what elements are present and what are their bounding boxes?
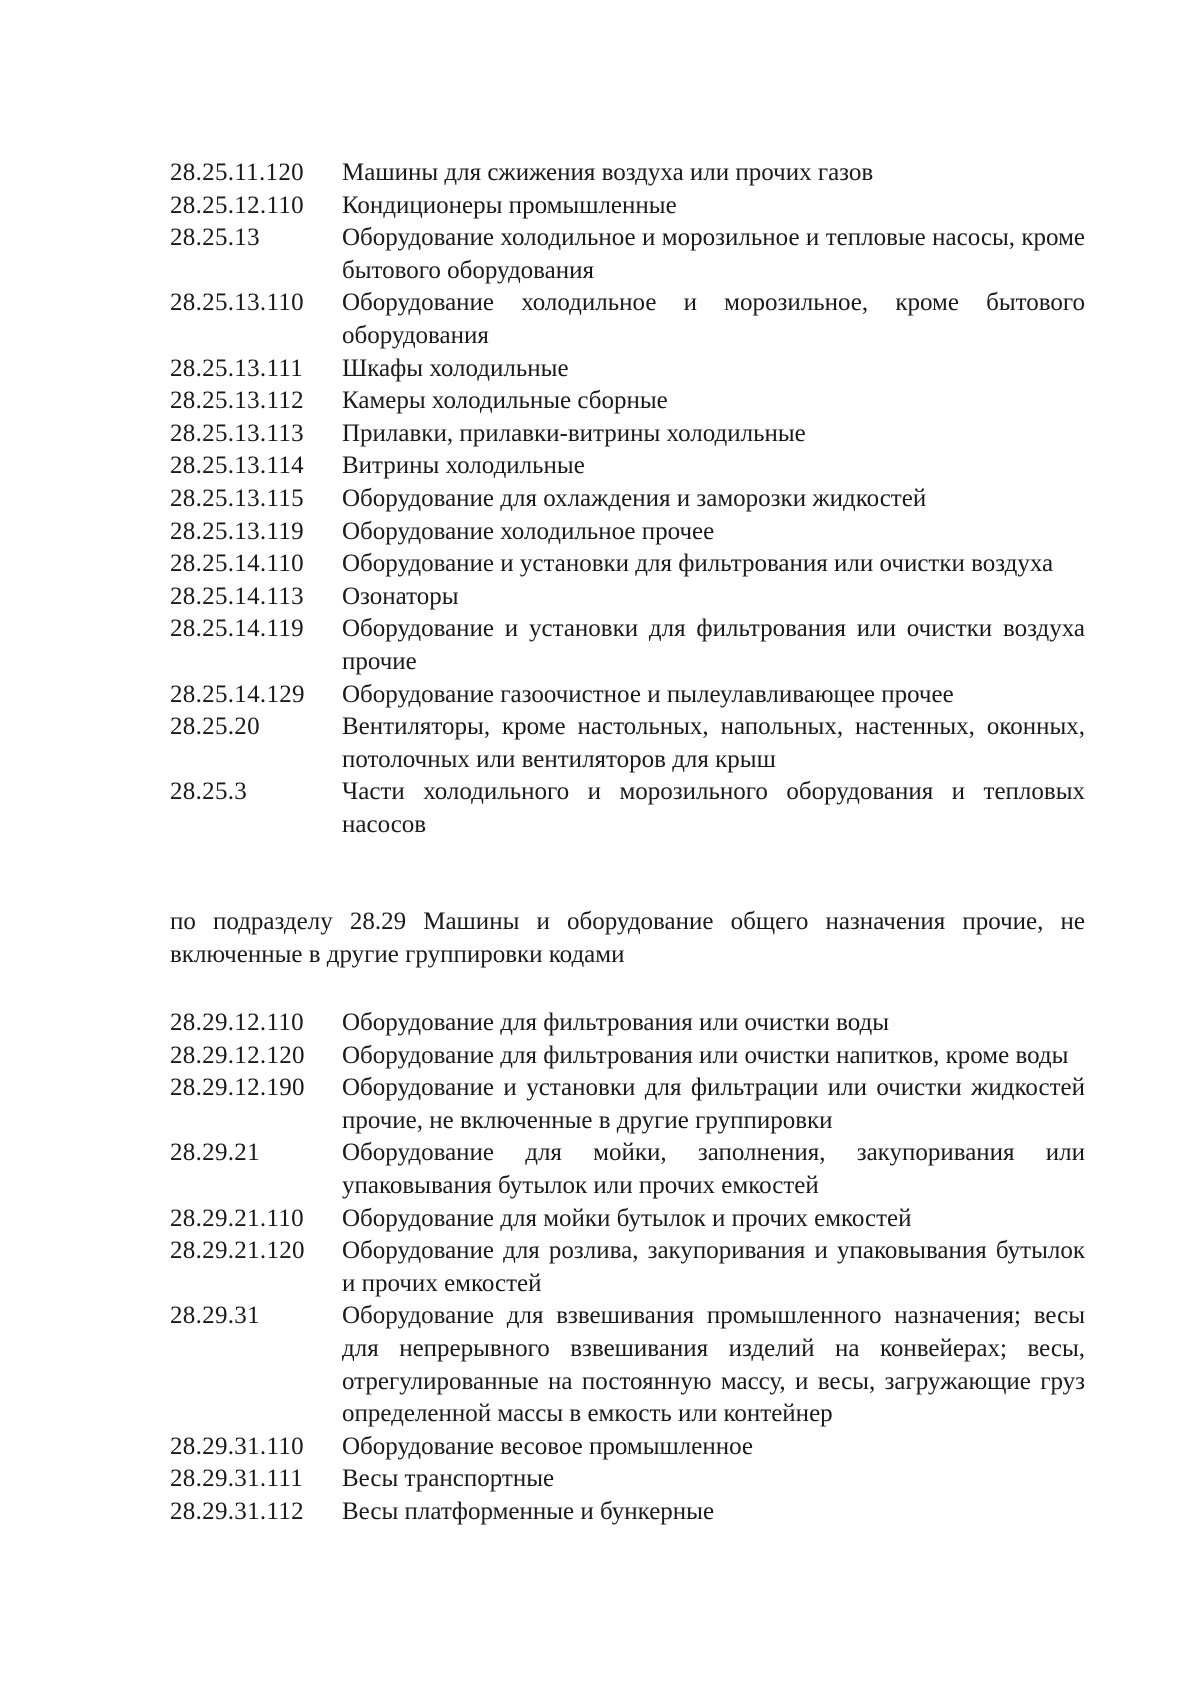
entry-description: Весы транспортные xyxy=(342,1465,555,1493)
entry-description: Прилавки, прилавки-витрины холодильные xyxy=(342,419,806,447)
entry-code: 28.25.14.119 xyxy=(170,615,304,643)
entry-description: Оборудование холодильное и морозильное, кроме бытового оборудования xyxy=(342,289,1085,349)
entry-description: Оборудование газоочистное и пылеулавливающее прочее xyxy=(342,680,954,708)
code-list-section-28-29 xyxy=(170,1007,1085,1529)
list-item xyxy=(170,1235,1085,1300)
entry-description: Весы платформенные и бункерные xyxy=(342,1497,715,1525)
entry-code: 28.25.13.112 xyxy=(170,387,304,415)
list-item xyxy=(170,222,1085,287)
entry-description: Витрины холодильные xyxy=(342,452,585,480)
list-item xyxy=(170,353,1085,386)
entry-description: Вентиляторы, кроме настольных, напольных, настенных, оконных, потолочных или вентиляторов для крыш xyxy=(342,713,1085,773)
list-item xyxy=(170,385,1085,418)
entry-code: 28.25.13.115 xyxy=(170,484,304,512)
entry-code: 28.29.12.190 xyxy=(170,1074,305,1102)
entry-code: 28.25.3 xyxy=(170,778,248,806)
list-item xyxy=(170,711,1085,776)
entry-code: 28.29.21 xyxy=(170,1139,260,1167)
entry-description: Оборудование для охлаждения и заморозки жидкостей xyxy=(342,484,927,512)
entry-description: Камеры холодильные сборные xyxy=(342,387,668,415)
entry-description: Оборудование холодильное и морозильное и тепловые насосы, кроме бытового оборудования xyxy=(342,224,1085,284)
entry-code: 28.25.14.129 xyxy=(170,680,305,708)
entry-code: 28.29.21.110 xyxy=(170,1204,304,1232)
list-item xyxy=(170,1431,1085,1464)
entry-code: 28.25.13.110 xyxy=(170,289,304,317)
entry-description: Кондиционеры промышленные xyxy=(342,191,677,219)
subsection-paragraph: по подразделу 28.29 Машины и оборудование общего назначения прочие, не включенные в другие группировки кодами xyxy=(170,908,1085,968)
entry-description: Оборудование и установки для фильтрования или очистки воздуха прочие xyxy=(342,615,1085,675)
list-item xyxy=(170,418,1085,451)
entry-code: 28.29.31.112 xyxy=(170,1497,304,1525)
list-item xyxy=(170,1496,1085,1529)
entry-description: Части холодильного и морозильного оборудования и тепловых насосов xyxy=(342,778,1085,838)
entry-description: Оборудование и установки для фильтрации или очистки жидкостей прочие, не включенные в другие группировки xyxy=(342,1074,1085,1134)
list-item xyxy=(170,776,1085,841)
entry-description: Шкафы холодильные xyxy=(342,354,569,382)
entry-description: Оборудование для мойки бутылок и прочих емкостей xyxy=(342,1204,912,1232)
list-item xyxy=(170,1463,1085,1496)
entry-description: Оборудование для фильтрования или очистки воды xyxy=(342,1009,890,1036)
list-item xyxy=(170,679,1085,712)
list-item xyxy=(170,1203,1085,1236)
list-item xyxy=(170,190,1085,223)
list-item xyxy=(170,157,1085,190)
list-item xyxy=(170,1072,1085,1137)
entry-description: Оборудование для взвешивания промышленного назначения; весы для непрерывного взвешивания изделий на конвейерах; весы, отрегулированные на постоянную массу, и весы, загружающие груз определенной массы в емкость или контейнер xyxy=(342,1302,1085,1428)
entry-code: 28.25.13.114 xyxy=(170,452,304,480)
list-item xyxy=(170,613,1085,678)
entry-description: Оборудование холодильное прочее xyxy=(342,517,715,545)
entry-code: 28.29.31.110 xyxy=(170,1432,304,1460)
entry-code: 28.25.14.113 xyxy=(170,582,304,610)
list-item xyxy=(170,1040,1085,1073)
list-item xyxy=(170,1007,1085,1040)
entry-code: 28.25.13.119 xyxy=(170,517,304,545)
entry-code: 28.25.14.110 xyxy=(170,550,304,578)
list-item xyxy=(170,581,1085,614)
entry-code: 28.29.31 xyxy=(170,1302,260,1330)
entry-code: 28.25.13.111 xyxy=(170,354,303,382)
list-item xyxy=(170,287,1085,352)
entry-description: Озонаторы xyxy=(342,582,459,610)
list-item xyxy=(170,1300,1085,1430)
entry-description: Оборудование для фильтрования или очистки напитков, кроме воды xyxy=(342,1041,1069,1069)
entry-code: 28.25.13.113 xyxy=(170,419,304,447)
entry-code: 28.29.12.120 xyxy=(170,1041,305,1069)
entry-code: 28.25.13 xyxy=(170,224,260,252)
entry-description: Машины для сжижения воздуха или прочих газов xyxy=(342,159,874,186)
list-item xyxy=(170,450,1085,483)
entry-code: 28.29.12.110 xyxy=(170,1009,304,1036)
list-item xyxy=(170,1137,1085,1202)
entry-description: Оборудование для мойки, заполнения, закупоривания или упаковывания бутылок или прочих емкостей xyxy=(342,1139,1085,1199)
entry-code: 28.29.31.111 xyxy=(170,1465,303,1493)
list-item xyxy=(170,548,1085,581)
entry-code: 28.25.20 xyxy=(170,713,260,741)
code-list-section-28-25 xyxy=(170,157,1085,841)
list-item xyxy=(170,483,1085,516)
entry-description: Оборудование весовое промышленное xyxy=(342,1432,754,1460)
entry-code: 28.29.21.120 xyxy=(170,1237,305,1265)
list-item xyxy=(170,516,1085,549)
entry-description: Оборудование и установки для фильтрования или очистки воздуха xyxy=(342,550,1054,578)
entry-code: 28.25.11.120 xyxy=(170,159,304,186)
entry-description: Оборудование для розлива, закупоривания и упаковывания бутылок и прочих емкостей xyxy=(342,1237,1085,1297)
entry-code: 28.25.12.110 xyxy=(170,191,304,219)
